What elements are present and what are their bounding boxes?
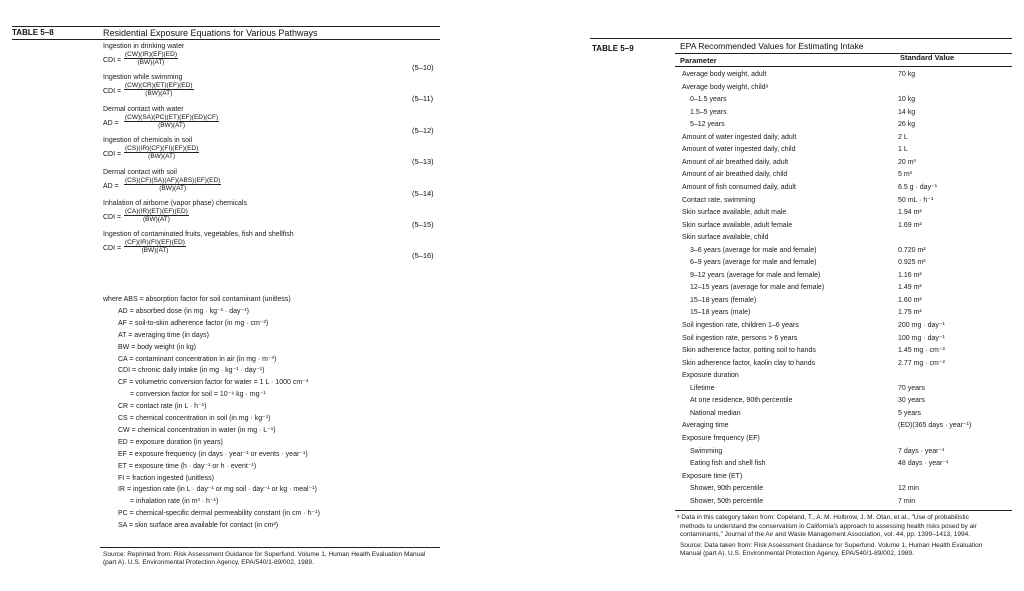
table-row-parameter: Amount of fish consumed daily, adult [682, 183, 796, 191]
table-row-parameter: Skin adherence factor, kaolin clay to hands [682, 359, 816, 367]
table-row-value: 1 L [898, 146, 908, 154]
table-row-value: 48 days · year⁻¹ [898, 460, 949, 468]
equation-number: (5–11) [412, 94, 434, 104]
table-row-value: 50 mL · h⁻¹ [898, 196, 934, 204]
table-row-value: 1.16 m² [898, 271, 922, 279]
table-row-parameter: Soil ingestion rate, children 1–6 years [682, 322, 799, 329]
table-row-parameter: 15–18 years (female) [690, 296, 757, 304]
table-row-value: 20 m³ [898, 158, 916, 166]
definition-line: EF = exposure frequency (in days · year⁻¹ or events · year⁻¹) [118, 450, 308, 458]
footnote-line: Source: Data taken from: Risk Assessment Guidance for Superfund. Volume 1, Human Health Evaluation [680, 541, 983, 549]
left-bottom-rule [100, 547, 440, 548]
definition-line: ED = exposure duration (in years) [118, 438, 223, 446]
table-row-value: 0.925 m² [898, 259, 926, 267]
table-row-parameter: Shower, 50th percentile [690, 497, 764, 505]
pathway-title: Inhalation of airborne (vapor phase) chemicals [103, 200, 247, 207]
equation-numerator: (CA)(IR)(ET)(EF)(ED) [125, 208, 188, 215]
table-row-value: 7 days · year⁻¹ [898, 447, 945, 455]
table-row-parameter: Skin surface available, child [682, 234, 769, 242]
table-row-parameter: 3–6 years (average for male and female) [690, 246, 817, 254]
equation-numerator: (CS)(IR)(CF)(FI)(EF)(ED) [125, 145, 199, 153]
table-row-parameter: 6–9 years (average for male and female) [690, 259, 817, 267]
pathway-title: Ingestion in drinking water [103, 43, 185, 50]
table-row-parameter: Amount of air breathed daily, adult [682, 158, 789, 166]
equation-denominator: (BW)(AT) [141, 247, 169, 255]
table-row-value: 14 kg [898, 108, 916, 116]
footnote-line: Manual (part A). U.S. Environmental Protection Agency, EPA/540/1-89/002, 1989. [680, 550, 914, 558]
footnote-line: ᵃ Data in this category taken from: Copeland, T., A. M. Holbrow, J. M. Otan, et al., "Use of probabilistic [677, 514, 969, 521]
table-row-value: 1.45 mg · cm⁻² [898, 347, 945, 355]
definition-line: CDI = chronic daily intake (in mg · kg⁻¹ · day⁻¹) [118, 367, 265, 375]
table-row-parameter: Soil ingestion rate, persons > 6 years [682, 334, 798, 342]
left-source-line-1: Source: Reprinted from: Risk Assessment Guidance for Superfund. Volume 1, Human Health Evaluation Manual [103, 551, 426, 558]
equation-fraction [124, 239, 186, 254]
equation-denominator: (BW)(AT) [148, 153, 176, 161]
right-caption-rule [675, 53, 1012, 54]
definition-line: CF = volumetric conversion factor for water = 1 L · 1000 cm⁻³ [118, 379, 309, 387]
table-row-parameter: 9–12 years (average for male and female) [690, 271, 821, 279]
equation-lhs: AD = [103, 119, 119, 127]
table-row-parameter: Amount of water ingested daily, adult [682, 133, 797, 141]
table-row-parameter: Lifetime [690, 384, 715, 392]
table-row-parameter: Averaging time [682, 422, 729, 430]
equation-fraction [124, 82, 194, 97]
table-row-value: 100 mg · day⁻¹ [898, 334, 945, 342]
table-row-parameter: 0–1.5 years [690, 96, 727, 104]
pathway-title: Ingestion of chemicals in soil [103, 137, 193, 145]
definition-line: BW = body weight (in kg) [118, 343, 197, 351]
table-row-parameter: National median [690, 409, 741, 417]
equation-denominator: (BW)(AT) [145, 90, 173, 98]
table-row-value: 1.60 m² [898, 296, 922, 304]
pathway-title: Dermal contact with water [103, 105, 184, 113]
table-row-value: 2.77 mg · cm⁻² [898, 359, 945, 367]
table-row-parameter: 1.5–5 years [690, 108, 727, 116]
equation-lhs: AD = [103, 182, 119, 190]
table-row-parameter: Shower, 90th percentile [690, 485, 764, 493]
definition-line: AF = soil-to-skin adherence factor (in mg · cm⁻²) [118, 319, 269, 327]
equation-numerator: (CF)(IR)(FI)(EF)(ED) [125, 239, 185, 247]
definition-line: where ABS = absorption factor for soil contaminant (unitless) [103, 296, 291, 303]
left-table-label: TABLE 5–8 [12, 28, 54, 37]
left-top-rule [12, 26, 440, 27]
equation-numerator: (CW)(SA)(PC)(ET)(EF)(ED)(CF) [125, 113, 219, 121]
table-row-value: 5 m³ [898, 171, 912, 179]
table-row-parameter: 5–12 years [690, 121, 725, 129]
left-caption-rule [12, 39, 440, 40]
definition-line: IR = ingestion rate (in L · day⁻¹ or mg soil · day⁻¹ or kg · meal⁻¹) [118, 486, 317, 494]
definition-line: AT = averaging time (in days) [118, 331, 209, 339]
column-header-value: Standard Value [900, 53, 955, 62]
table-row-parameter: Amount of water ingested daily, child [682, 146, 796, 154]
equation-fraction [124, 208, 189, 223]
definition-line: CR = contact rate (in L · h⁻¹) [118, 403, 207, 411]
equation-denominator: (BW)(AT) [142, 216, 170, 223]
table-row-parameter: Contact rate, swimming [682, 196, 756, 204]
equation-number: (5–10) [412, 63, 434, 72]
equation-number: (5–14) [412, 188, 434, 198]
right-bottom-rule [675, 510, 1012, 511]
definition-line: CS = chemical concentration in soil (in mg · kg⁻¹) [118, 415, 271, 422]
table-row-value: 5 years [898, 409, 921, 417]
table-row-parameter: Exposure frequency (EF) [682, 434, 760, 442]
equation-numerator: (CW)(IR)(EF)(ED) [125, 51, 177, 58]
table-row-value: 2 L [898, 133, 908, 141]
equation-lhs: CDI = [103, 151, 122, 159]
table-row-value: 200 mg · day⁻¹ [898, 322, 945, 329]
definition-line: FI = fraction ingested (unitless) [118, 474, 214, 482]
table-row-value: 1.75 m² [898, 309, 922, 317]
table-row-value: 30 years [898, 397, 925, 405]
pathway-title: Ingestion of contaminated fruits, vegetables, fish and shellfish [103, 231, 294, 239]
definition-line: CW = chemical concentration in water (in mg · L⁻¹) [118, 426, 276, 434]
table-row-value: 1.49 m² [898, 284, 922, 292]
table-row-value: 6.5 g · day⁻¹ [898, 183, 938, 191]
equation-number: (5–12) [412, 125, 434, 135]
equation-fraction [124, 114, 219, 129]
table-row-parameter: 12–15 years (average for male and female) [690, 284, 825, 292]
table-row-value: 26 kg [898, 121, 916, 129]
table-row-value: 70 years [898, 384, 925, 392]
equation-denominator: (BW)(AT) [158, 121, 186, 129]
definition-line: = conversion factor for soil = 10⁻⁶ kg · mg⁻¹ [130, 391, 266, 399]
table-row-parameter: Amount of air breathed daily, child [682, 171, 788, 179]
table-row-value: 7 min [898, 497, 916, 505]
footnote-line: methods to understand the conservatism in California's approach to assessing health risks posed by air [680, 522, 977, 530]
table-row-parameter: Skin surface available, adult male [682, 209, 787, 217]
table-row-value: 0.720 m² [898, 246, 926, 254]
right-top-rule [590, 38, 1012, 39]
definition-line: CA = contaminant concentration in air (in mg · m⁻³) [118, 355, 277, 363]
table-row-value: 12 min [898, 485, 920, 493]
definition-line: PC = chemical-specific dermal permeability constant (in cm · h⁻¹) [118, 510, 320, 518]
definition-line: SA = skin surface area available for contact (in cm²) [118, 522, 279, 530]
equation-fraction [124, 51, 178, 66]
equation-fraction [124, 177, 221, 192]
equation-number: (5–16) [412, 251, 434, 261]
table-row-value: (ED)(365 days · year⁻¹) [898, 422, 972, 430]
equation-number: (5–15) [412, 220, 434, 229]
column-header-parameter: Parameter [680, 56, 717, 65]
pathway-title: Dermal contact with soil [103, 168, 177, 176]
equation-numerator: (CS)(CF)(SA)(AF)(ABS)(EF)(ED) [125, 176, 221, 184]
table-row-parameter: Swimming [690, 447, 723, 455]
equation-lhs: CDI = [103, 57, 122, 64]
table-row-value: 1.69 m² [898, 221, 922, 229]
table-row-parameter: Average body weight, childᵃ [682, 83, 769, 91]
definition-line: = inhalation rate (in m³ · h⁻¹) [130, 498, 219, 506]
equation-numerator: (CW)(CR)(ET)(EF)(ED) [125, 82, 193, 90]
table-row-parameter: Exposure duration [682, 372, 739, 380]
pathway-title: Ingestion while swimming [103, 74, 183, 82]
table-row-value: 1.94 m² [898, 209, 922, 217]
equation-denominator: (BW)(AT) [137, 59, 165, 66]
table-row-parameter: Eating fish and shell fish [690, 460, 766, 468]
right-header-rule [675, 66, 1012, 67]
left-source-line-2: (part A). U.S. Environmental Protection Agency, EPA/540/1-89/002, 1989. [103, 559, 314, 566]
table-row-value: 70 kg [898, 71, 916, 78]
equation-denominator: (BW)(AT) [159, 184, 187, 192]
right-table-caption: EPA Recommended Values for Estimating Intake [680, 41, 864, 51]
left-table-caption: Residential Exposure Equations for Various Pathways [103, 28, 318, 38]
equation-lhs: CDI = [103, 88, 122, 96]
definition-line: AD = absorbed dose (in mg · kg⁻¹ · day⁻¹) [118, 307, 249, 315]
table-row-parameter: Skin surface available, adult female [682, 221, 793, 229]
table-row-parameter: 15–18 years (male) [690, 309, 751, 317]
table-row-parameter: Skin adherence factor, potting soil to hands [682, 347, 816, 355]
equation-lhs: CDI = [103, 214, 122, 221]
definition-line: ET = exposure time (h · day⁻¹ or h · event⁻¹) [118, 462, 257, 470]
table-row-value: 10 kg [898, 96, 916, 104]
footnote-line: contaminants," Journal of the Air and Waste Management Association, vol. 44, pp. 1399–1413, 1994. [680, 531, 971, 539]
table-row-parameter: At one residence, 90th percentile [690, 397, 793, 405]
equation-number: (5–13) [412, 157, 434, 167]
table-row-parameter: Average body weight, adult [682, 71, 767, 78]
equation-lhs: CDI = [103, 245, 122, 253]
table-row-parameter: Exposure time (ET) [682, 472, 743, 480]
right-table-label: TABLE 5–9 [592, 44, 634, 53]
equation-fraction [124, 145, 199, 160]
